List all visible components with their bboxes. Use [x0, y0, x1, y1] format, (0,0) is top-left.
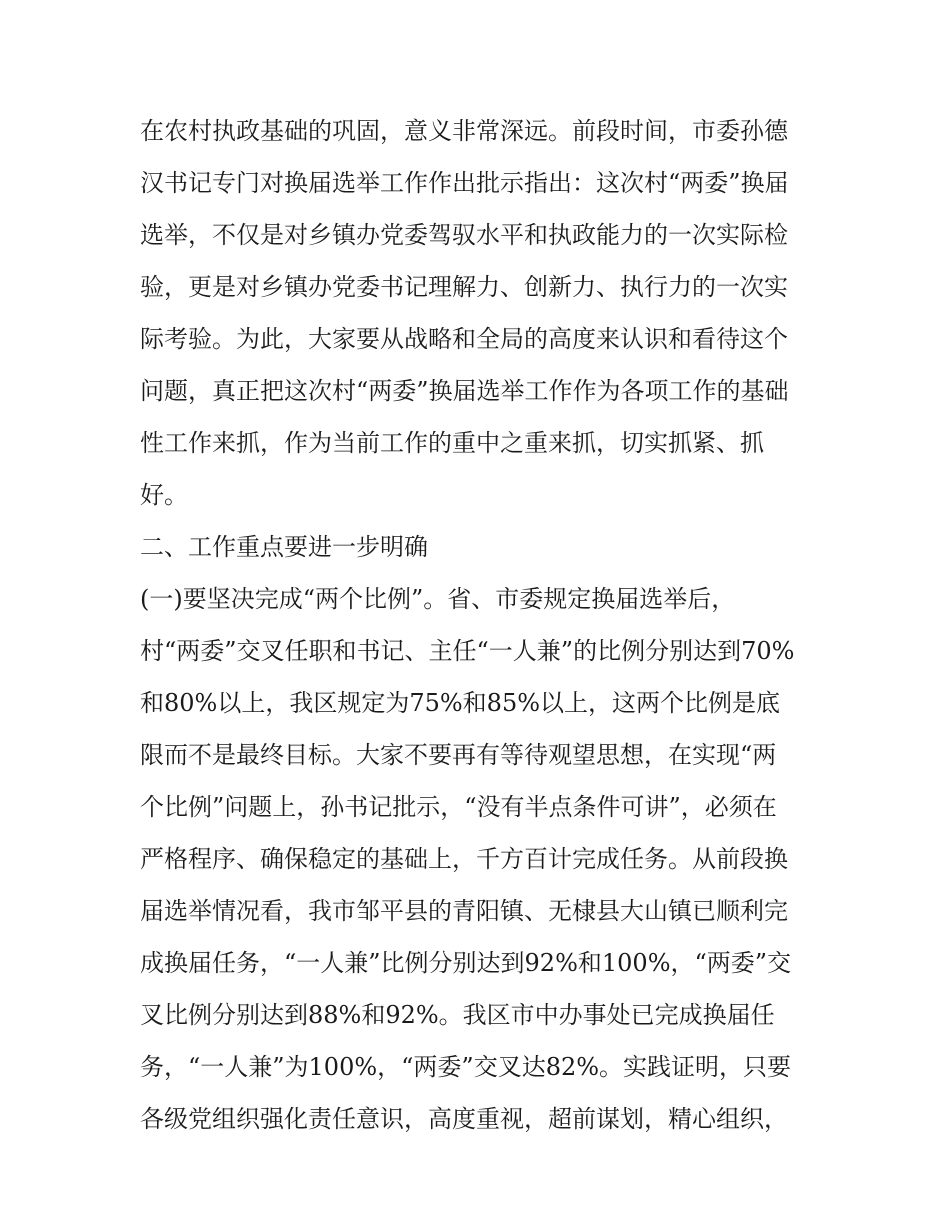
text-line: 性工作来抓，作为当前工作的重中之重来抓，切实抓紧、抓: [140, 429, 764, 457]
text-line: 汉书记专门对换届选举工作作出批示指出：这次村“两委”换届: [140, 169, 789, 197]
text-line: 叉比例分别达到88%和92%。我区市中办事处已完成换届任: [140, 1001, 775, 1029]
text-line: 际考验。为此，大家要从战略和全局的高度来认识和看待这个: [140, 325, 788, 353]
text-line: 严格程序、确保稳定的基础上，千方百计完成任务。从前段换: [140, 845, 788, 873]
text-line: 各级党组织强化责任意识，高度重视，超前谋划，精心组织，: [140, 1105, 788, 1133]
document-body: [140, 105, 820, 1145]
text-line: 成换届任务，“一人兼”比例分别达到92%和100%，“两委”交: [140, 949, 792, 977]
text-line: 限而不是最终目标。大家不要再有等待观望思想，在实现“两: [140, 741, 777, 769]
text-line: 在农村执政基础的巩固，意义非常深远。前段时间，市委孙德: [140, 117, 788, 145]
text-line: 个比例”问题上，孙书记批示，“没有半点条件可讲”，必须在: [140, 793, 777, 821]
text-line: 问题，真正把这次村“两委”换届选举工作作为各项工作的基础: [140, 377, 789, 405]
text-line: 验，更是对乡镇办党委书记理解力、创新力、执行力的一次实: [140, 273, 788, 301]
text-line: 村“两委”交叉任职和书记、主任“一人兼”的比例分别达到70%: [140, 637, 795, 665]
text-line: 选举，不仅是对乡镇办党委驾驭水平和执政能力的一次实际检: [140, 221, 788, 249]
text-line: 好。: [140, 481, 188, 509]
text-line: 届选举情况看，我市邹平县的青阳镇、无棣县大山镇已顺利完: [140, 897, 788, 925]
text-line: 和80%以上，我区规定为75%和85%以上，这两个比例是底: [140, 689, 781, 717]
text-line: 务，“一人兼”为100%，“两委”交叉达82%。实践证明，只要: [140, 1053, 792, 1081]
section-heading: 二、工作重点要进一步明确: [140, 533, 428, 561]
subsection-heading: (一)要坚决完成“两个比例”。省、市委规定换届选举后，: [140, 585, 736, 613]
